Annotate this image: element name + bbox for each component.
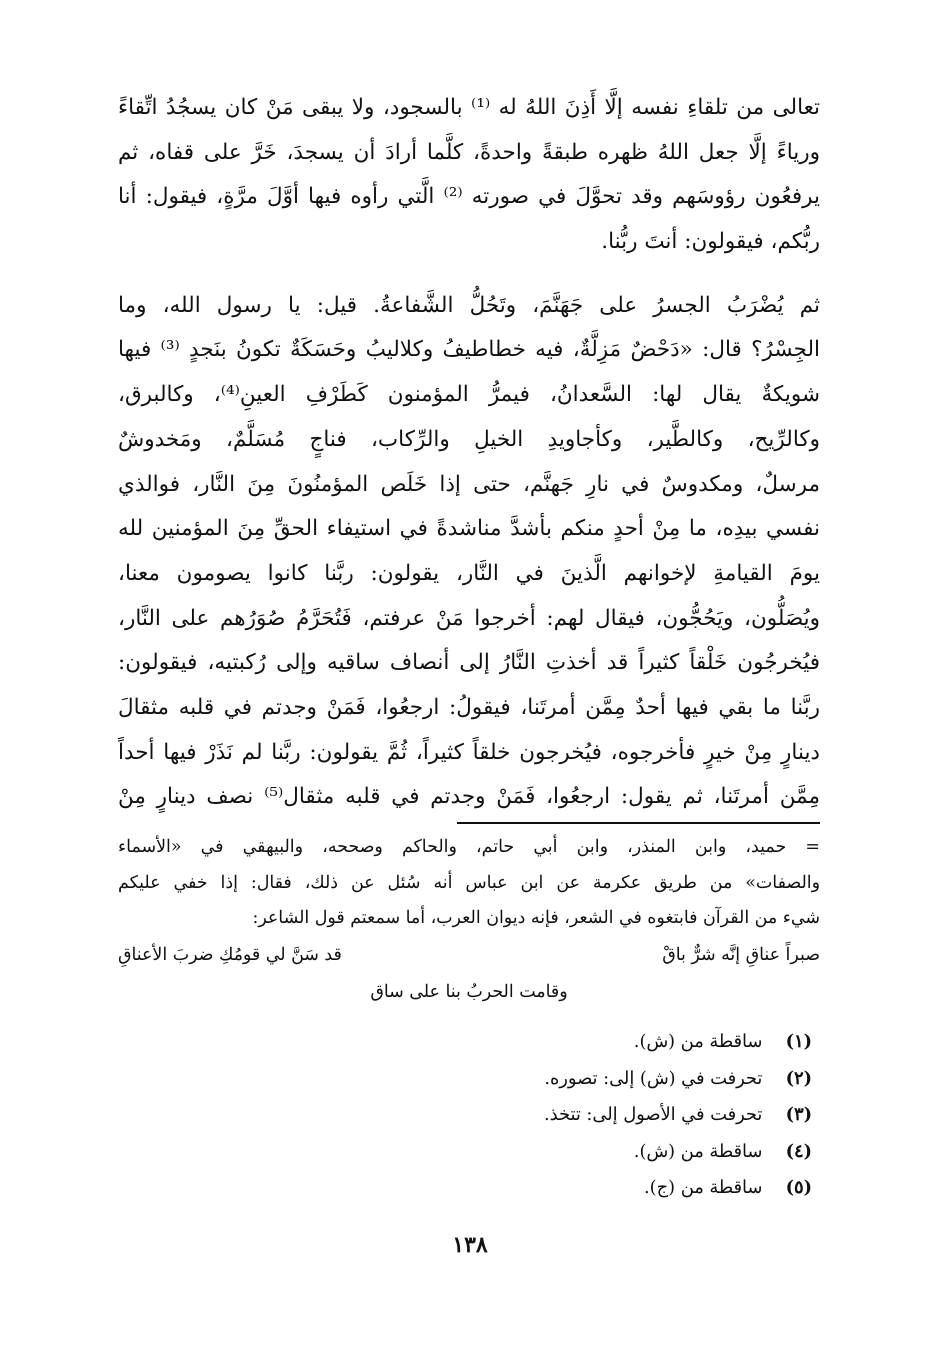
main-text <box>118 86 820 820</box>
note-line: والصفات» من طريق عكرمة عن ابن عباس أنه سُئل عن ذلك، فقال: إذا خفي عليكم <box>118 872 820 893</box>
footnote-text: ساقطة من (ش). <box>633 1031 763 1052</box>
footnote-number: (٣) <box>785 1104 812 1126</box>
note-line: = حميد، وابن المنذر، وابن أبي حاتم، والحاكم وصححه، والبيهقي في «الأسماء <box>118 837 820 857</box>
footnote-number: (٢) <box>785 1067 812 1089</box>
text-line: وكالرِّيح، وكالطَّير، وكأجاويدِ الخيلِ والرِّكاب، فناجٍ مُسَلَّمٌ، ومَخدوشٌ <box>118 426 820 452</box>
text-line: تعالى من تلقاءِ نفسه إلَّا أَذِنَ اللهُ له ⁽¹⁾ بالسجود، ولا يبقى مَنْ كان يسجُدُ اتِّقاءً <box>118 95 820 120</box>
text-line: نفسي بيدِه، ما مِنْ أحدٍ منكم بأشدَّ مناشدةً في استيفاء الحقِّ مِنَ المؤمنين لله <box>118 516 820 542</box>
footnote-separator <box>457 822 820 824</box>
paragraph <box>118 284 820 820</box>
continued-footnote <box>118 830 820 1010</box>
text-line: الجِسْرُ؟ قال: «دَحْضٌ مَزِلَّةٌ، فيه خطاطيفُ وكلاليبُ وحَسَكَةٌ تكونُ بنَجدٍ ⁽³⁾ فيها <box>118 337 821 363</box>
footnotes <box>412 1024 812 1207</box>
text-line: ثم يُضْرَبُ الجسرُ على جَهَنَّمَ، وتَحُلُّ الشَّفاعةُ. قيل: يا رسول الله، وما <box>118 292 820 318</box>
footnote-text: تحرفت في (ش) إلى: تصوره. <box>544 1067 763 1089</box>
footnote <box>412 1024 812 1061</box>
text-line: مِمَّن أمرتَنا، ثم يقول: ارجعُوا، فَمَنْ وجدتم في قلبه مثقال⁽⁵⁾ نصف دينارٍ مِنْ <box>118 784 821 810</box>
note-line: شيء من القرآن فابتغوه في الشعر، فإنه ديوان العرب، أما سمعتم قول الشاعر: <box>252 908 820 928</box>
poem-closing-line: وقامت الحربُ بنا على ساق <box>370 981 568 1002</box>
footnote-text: ساقطة من (ج). <box>644 1177 763 1199</box>
text-line: دينارٍ مِنْ خيرٍ فأخرجوه، فيُخرجون خلقاً كثيراً، ثُمَّ يقولون: ربَّنا لم نَذَرْ فيها أحداً <box>118 739 820 765</box>
footnote-text: تحرفت في الأصول إلى: تتخذ. <box>543 1104 763 1126</box>
page-number: ١٣٨ <box>452 1232 488 1258</box>
footnote <box>412 1170 812 1207</box>
footnote <box>412 1061 812 1098</box>
text-line: ورياءً إلَّا جعل اللهُ ظهره طبقةً واحدةً، كلَّما أرادَ أن يسجدَ، خَرَّ على قفاه، ثم <box>118 139 820 165</box>
poem-hemistich-right: صبراً عناقِ إنَّه شرٌّ باقْ <box>662 944 820 965</box>
footnote-number: (٥) <box>785 1177 812 1199</box>
footnote-number: (١) <box>785 1031 812 1052</box>
poem-hemistich-left: قد سَنَّ لي قومُكِ ضربَ الأعناقِ <box>118 944 342 965</box>
text-line: يرفعُون رؤوسَهم وقد تحوَّلَ في صورته ⁽²⁾ الَّتي رأوه فيها أوَّلَ مرَّةٍ، فيقول: أنا <box>118 184 820 210</box>
footnote-number: (٤) <box>785 1140 812 1162</box>
text-line: فيُخرجُون خَلْقاً كثيراً قد أخذتِ النَّارُ إلى أنصاف ساقيه وإلى رُكبتيه، فيقولون: <box>118 650 820 676</box>
footnote-text: ساقطة من (ش). <box>633 1140 763 1162</box>
poem-verse <box>118 937 820 974</box>
text-line: ربَّنا ما بقي فيها أحدٌ مِمَّن أمرتَنا، فيقولُ: ارجعُوا، فَمَنْ وجدتم في قلبه مثقالَ <box>118 694 820 720</box>
footnote <box>412 1097 812 1134</box>
text-line: مرسلٌ، ومكدوسٌ في نارِ جَهنَّم، حتى إذا خَلَص المؤمنُونَ مِنَ النَّار، فوالذي <box>118 471 820 497</box>
text-line: ويُصَلُّون، ويَحُجُّون، فيقال لهم: أخرجوا مَنْ عرفتم، فَتُحَرَّمُ صُوَرُهم على النَّار، <box>118 605 820 631</box>
text-line: يومَ القيامةِ لإخوانهم الَّذينَ في النَّار، يقولون: ربَّنا كانوا يصومون معنا، <box>118 560 820 586</box>
text-line: ربُّكم، فيقولون: أنتَ ربُّنا. <box>601 229 820 255</box>
footnote <box>412 1134 812 1171</box>
text-line: شويكةٌ يقال لها: السَّعدانُ، فيمرُّ المؤمنون كَطَرْفِ العينِ⁽⁴⁾، وكالبرق، <box>118 382 820 408</box>
